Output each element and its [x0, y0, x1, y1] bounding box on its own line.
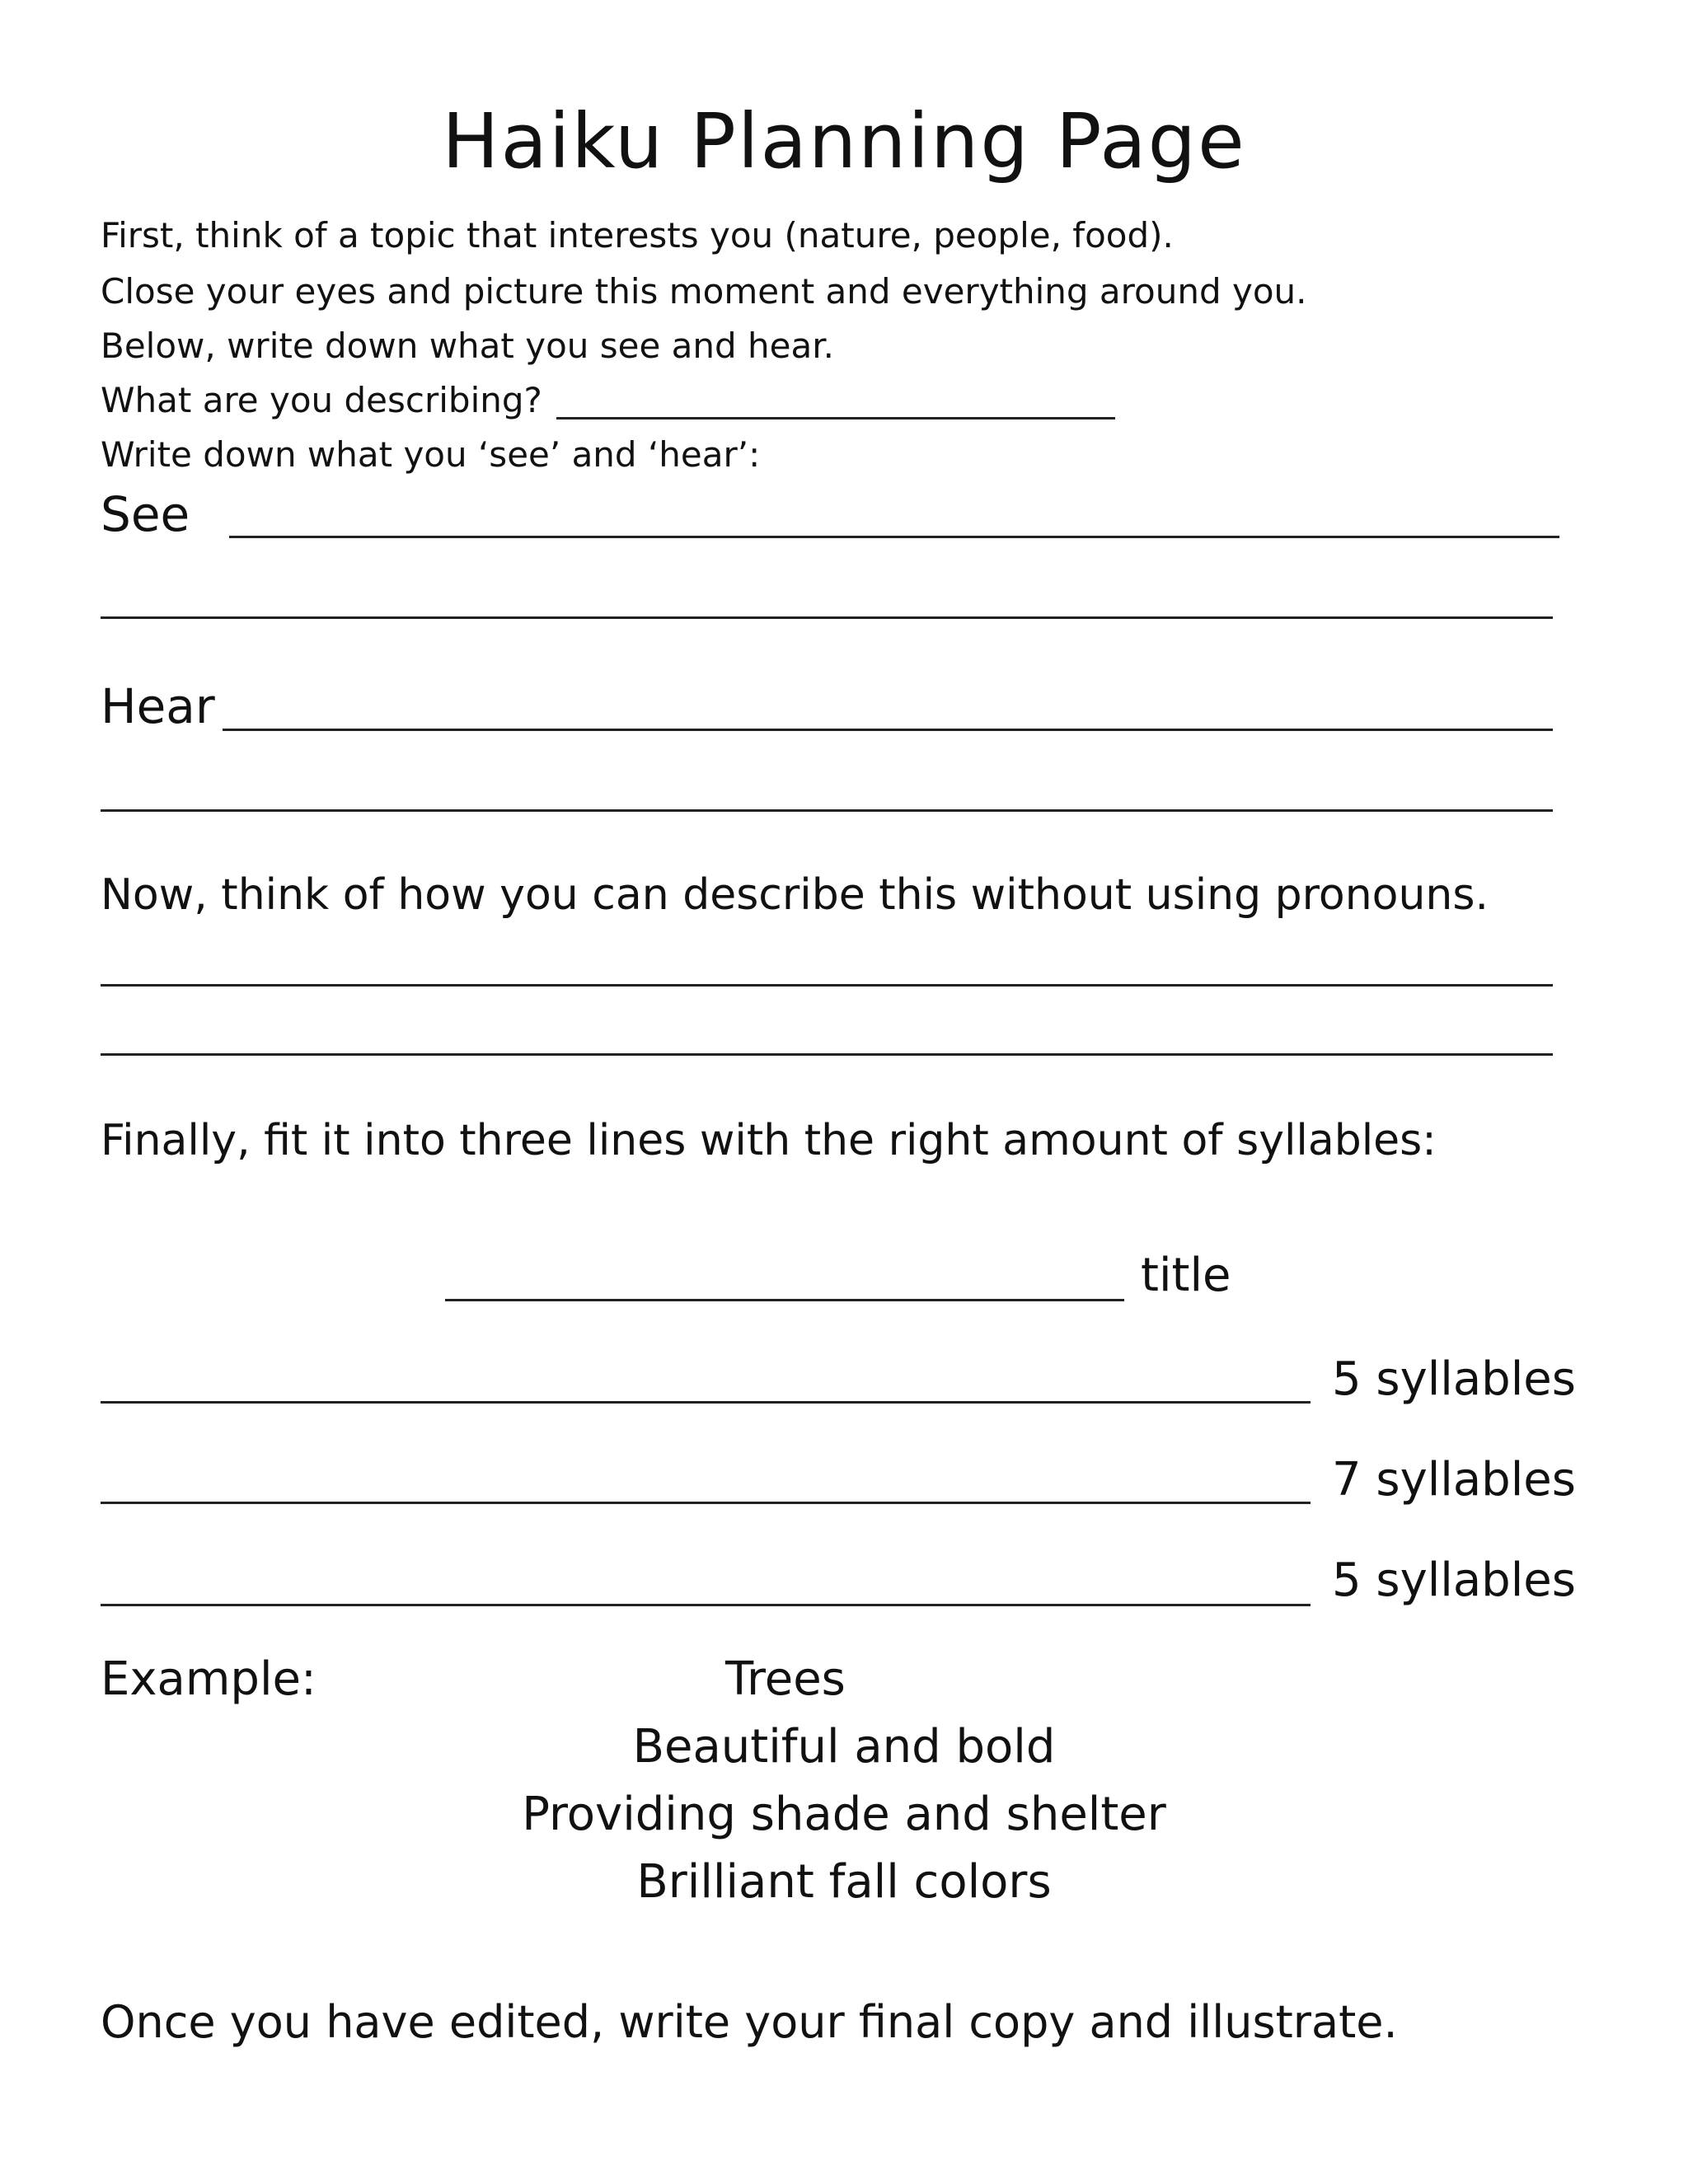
hear-answer-line-1[interactable] — [223, 729, 1553, 731]
closing-instruction: Once you have edited, write your final copy and illustrate. — [101, 1996, 1398, 2048]
example-line-3: Brilliant fall colors — [636, 1855, 1052, 1909]
haiku-line-2[interactable] — [101, 1502, 1311, 1504]
example-line-2: Providing shade and shelter — [522, 1788, 1166, 1841]
pronoun-answer-line-1[interactable] — [101, 984, 1553, 987]
page-title: Haiku Planning Page — [442, 97, 1246, 185]
syllable-label-1: 5 syllables — [1332, 1352, 1576, 1406]
intro-line-write: Below, write down what you see and hear. — [101, 326, 834, 366]
intro-line-see-hear: Write down what you ‘see’ and ‘hear’: — [101, 434, 761, 475]
example-title: Trees — [725, 1652, 846, 1706]
intro-line-describing: What are you describing? — [101, 380, 542, 420]
describing-answer-line[interactable] — [556, 417, 1115, 419]
syllable-label-2: 7 syllables — [1332, 1453, 1576, 1507]
see-answer-line-2[interactable] — [101, 616, 1553, 619]
syllable-label-3: 5 syllables — [1332, 1554, 1576, 1607]
intro-line-topic: First, think of a topic that interests you (nature, people, food). — [101, 215, 1174, 255]
example-line-1: Beautiful and bold — [632, 1720, 1056, 1774]
haiku-title-label: title — [1141, 1249, 1231, 1302]
see-label: See — [101, 486, 190, 542]
pronoun-answer-line-2[interactable] — [101, 1053, 1553, 1056]
hear-answer-line-2[interactable] — [101, 809, 1553, 812]
example-label: Example: — [101, 1652, 316, 1706]
intro-line-picture: Close your eyes and picture this moment and everything around you. — [101, 271, 1307, 312]
haiku-line-1[interactable] — [101, 1401, 1311, 1404]
pronoun-prompt: Now, think of how you can describe this without using pronouns. — [101, 870, 1489, 920]
syllable-prompt: Finally, fit it into three lines with the right amount of syllables: — [101, 1116, 1437, 1165]
haiku-title-line[interactable] — [445, 1299, 1124, 1301]
see-answer-line-1[interactable] — [229, 536, 1559, 538]
haiku-line-3[interactable] — [101, 1604, 1311, 1606]
hear-label: Hear — [101, 678, 215, 734]
